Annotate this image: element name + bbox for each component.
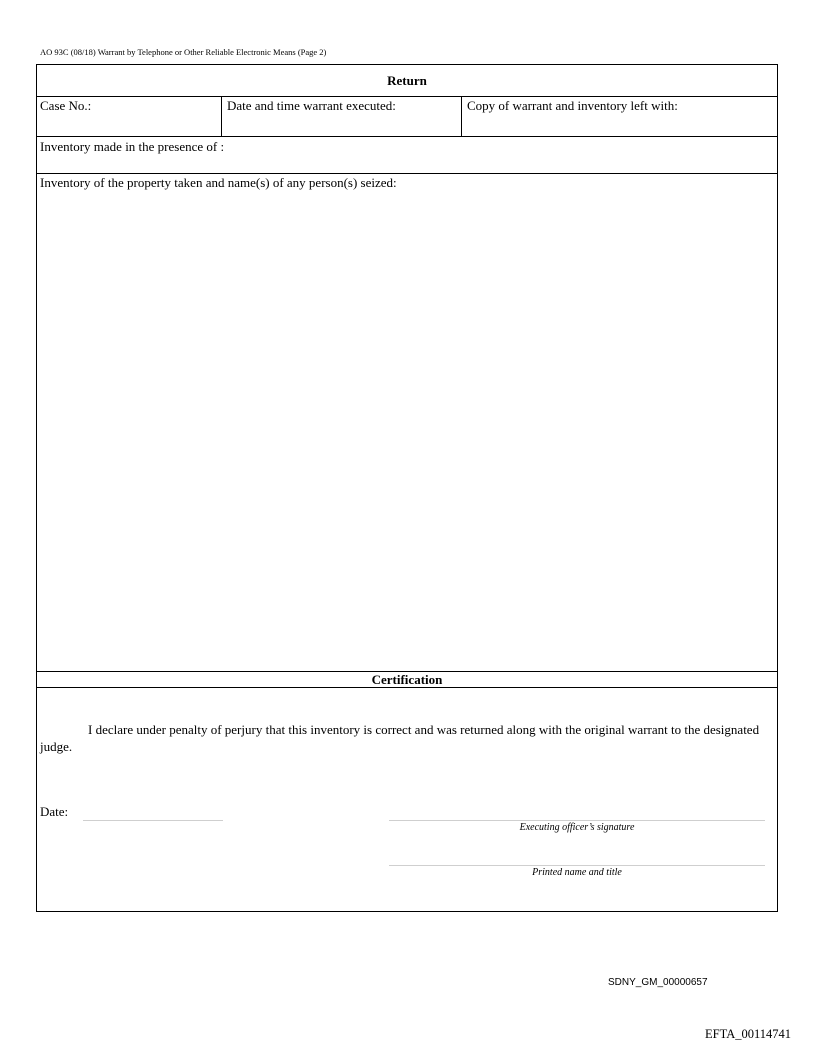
date-line bbox=[83, 820, 223, 821]
case-no-label: Case No.: bbox=[40, 98, 92, 113]
divider bbox=[37, 687, 777, 688]
bates-number: SDNY_GM_00000657 bbox=[608, 977, 708, 988]
divider bbox=[461, 96, 462, 136]
divider bbox=[37, 96, 777, 97]
printed-name-caption: Printed name and title bbox=[532, 867, 622, 878]
divider bbox=[37, 173, 777, 174]
return-title: Return bbox=[387, 73, 427, 88]
divider bbox=[37, 136, 777, 137]
copy-left-with-label: Copy of warrant and inventory left with: bbox=[467, 98, 678, 113]
signature-caption: Executing officer’s signature bbox=[519, 822, 635, 833]
inventory-property-label: Inventory of the property taken and name(s) of any person(s) seized: bbox=[40, 175, 397, 190]
printed-name-line bbox=[389, 865, 765, 866]
date-time-executed-label: Date and time warrant executed: bbox=[227, 98, 396, 113]
divider bbox=[221, 96, 222, 136]
return-form bbox=[36, 64, 778, 912]
date-label: Date: bbox=[40, 804, 69, 819]
inventory-presence-label: Inventory made in the presence of : bbox=[40, 139, 225, 154]
signature-line bbox=[389, 820, 765, 821]
efta-number: EFTA_00114741 bbox=[705, 1027, 792, 1041]
certification-declaration: I declare under penalty of perjury that this inventory is correct and was returned along with the original warrant to the designated judge. bbox=[40, 722, 760, 754]
certification-title: Certification bbox=[371, 672, 443, 687]
form-header: AO 93C (08/18) Warrant by Telephone or Other Reliable Electronic Means (Page 2) bbox=[40, 47, 327, 57]
